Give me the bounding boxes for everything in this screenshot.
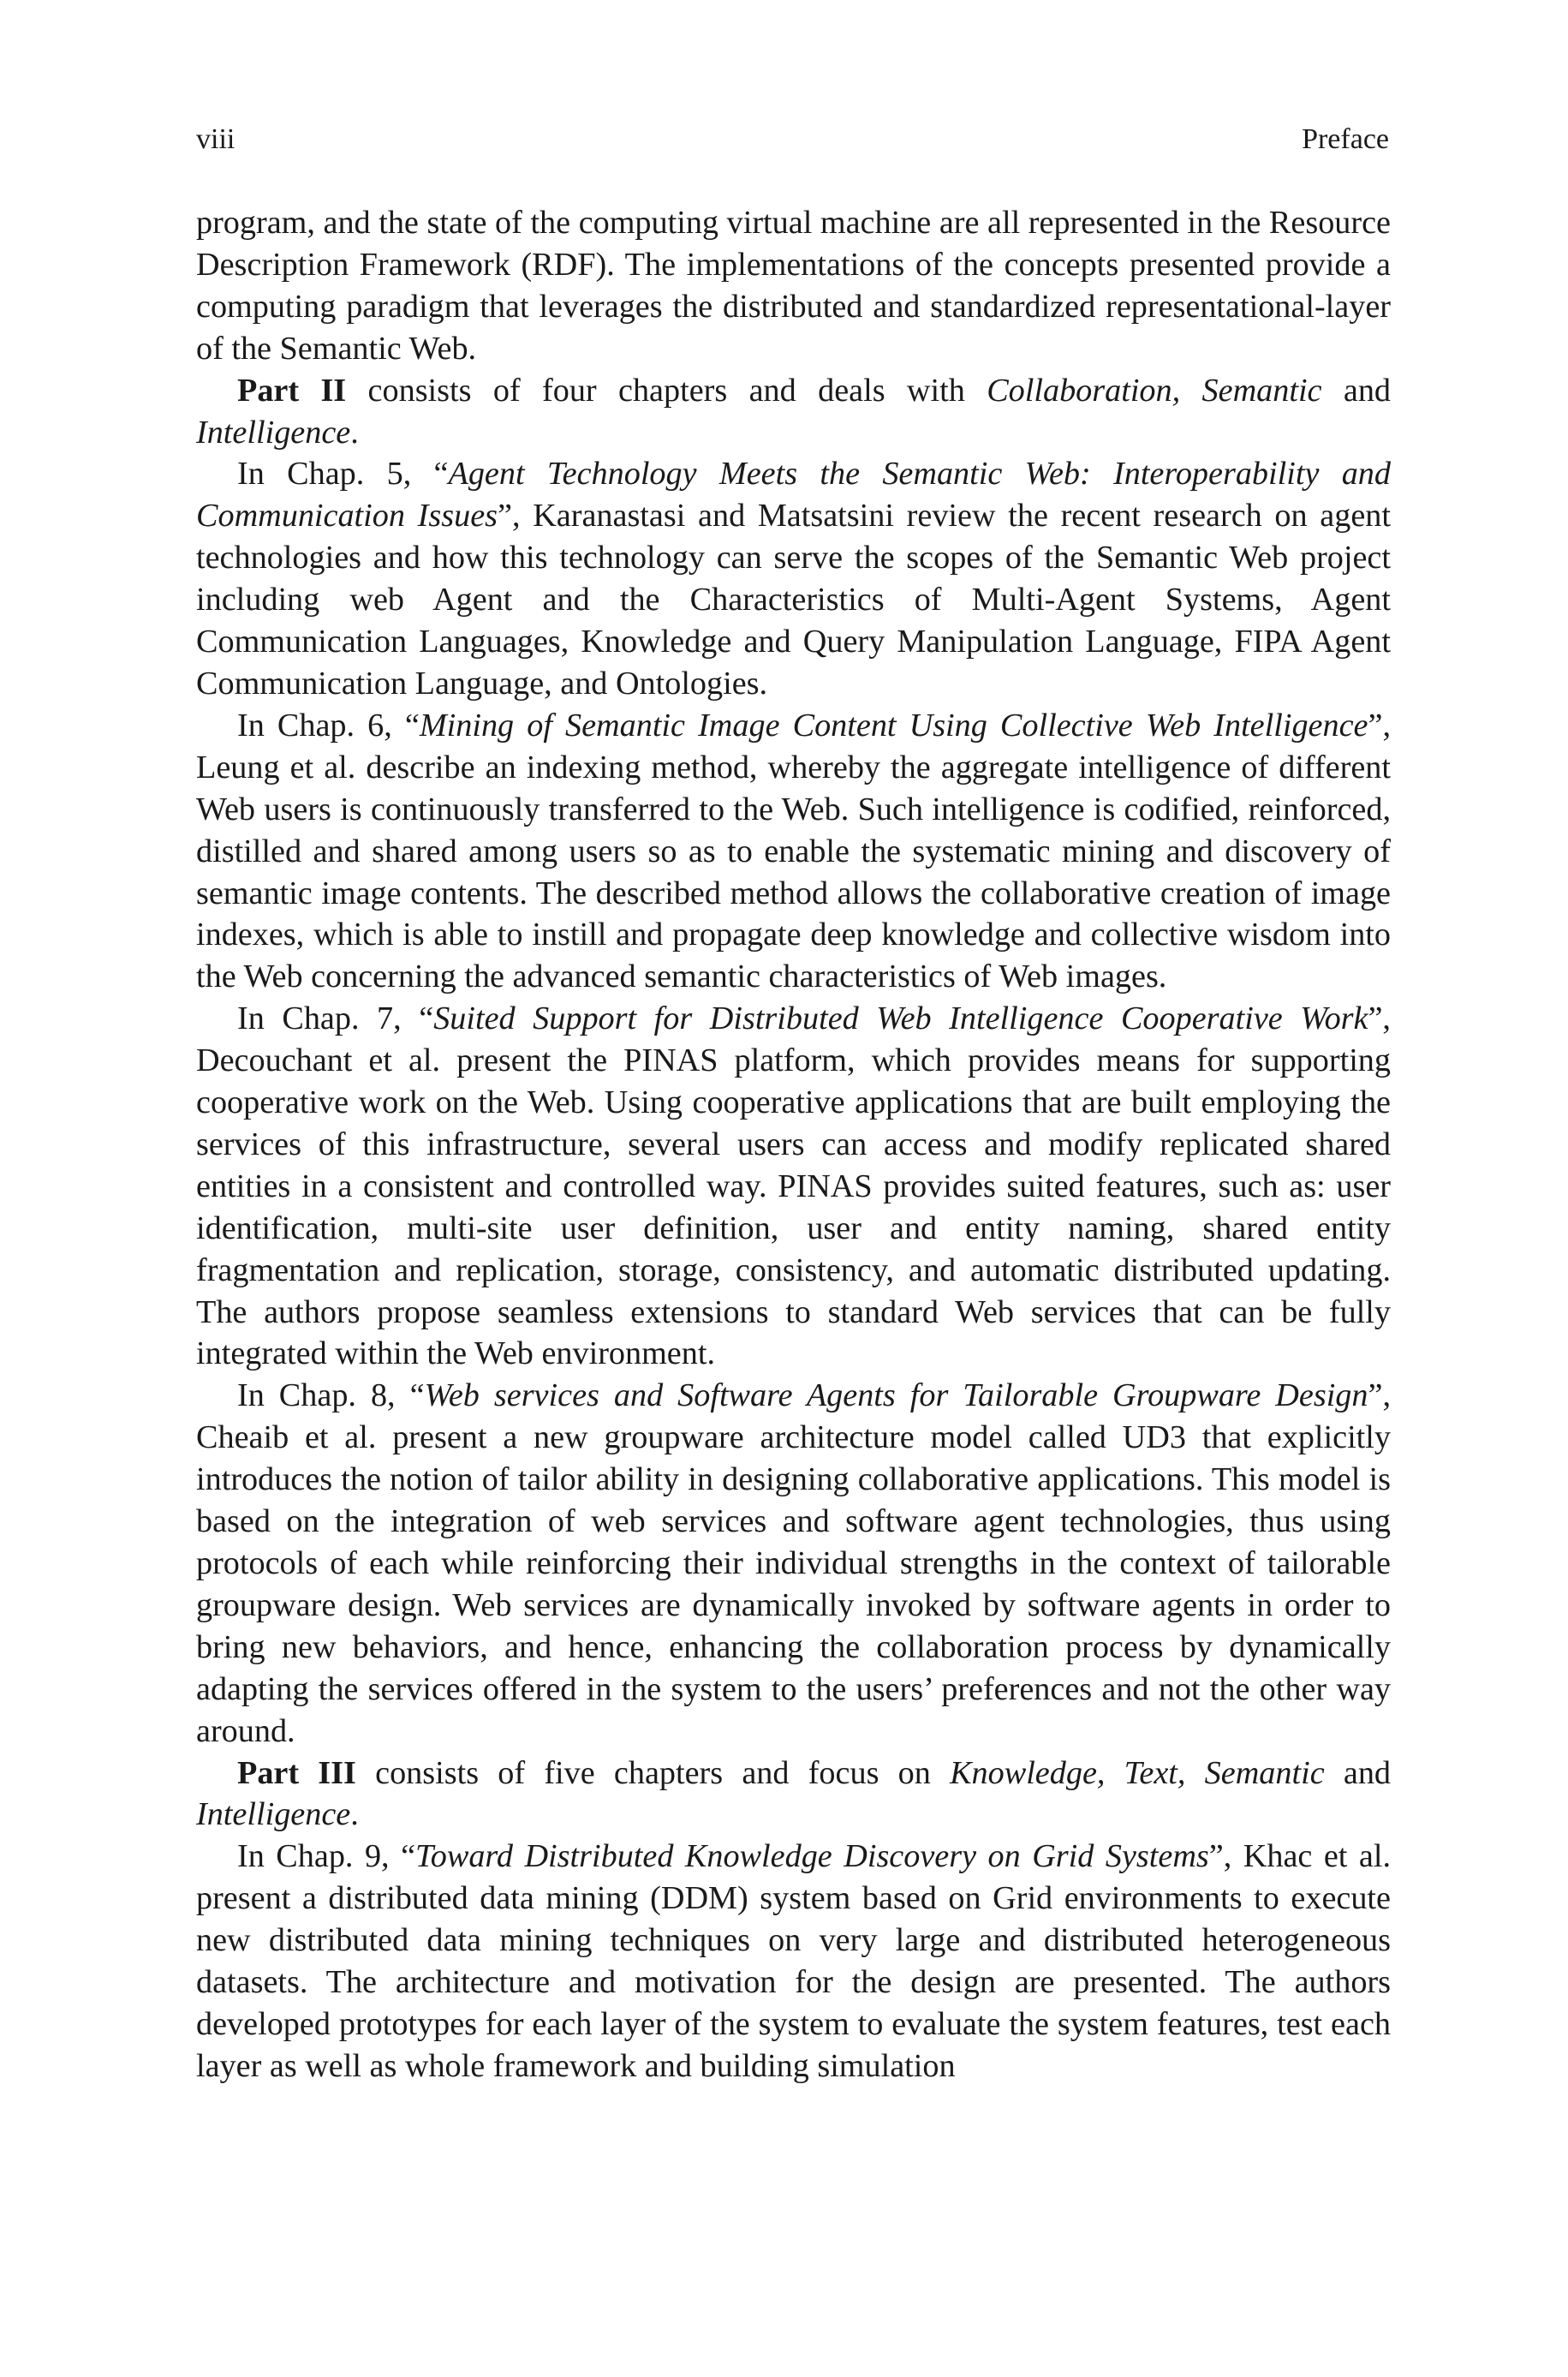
part-label: Part III <box>237 1754 356 1791</box>
chapter-lead: In Chap. 6, “ <box>237 707 420 744</box>
chapter-title: Toward Distributed Knowledge Discovery on Grid Systems <box>415 1838 1209 1875</box>
part-topics-end: Intelligence <box>196 1796 351 1833</box>
paragraph-text: ”, Khac et al. present a distributed data mining (DDM) system based on Grid environments to execute new distributed data mining techniques on very large and distributed heterogeneous datasets. The architecture and motivation for the design are presented. The authors developed prototypes for each layer of the system to evaluate the system features, test each layer as well as whole framework and building simulation <box>196 1838 1391 2084</box>
paragraph-text: ”, Decouchant et al. present the PINAS platform, which provides means for supporting cooperative work on the Web. Using cooperative applications that are built employing the services of this infrastructure, several users can access and modify replicated shared entities in a consistent and controlled way. PINAS provides suited features, such as: user identification, multi-site user definition, user and entity naming, shared entity fragmentation and replication, storage, consistency, and automatic distributed updating. The authors propose seamless extensions to standard Web services that can be fully integrated within the Web environment. <box>196 1000 1391 1372</box>
paragraph-continued <box>196 202 1391 370</box>
paragraph-chapter-5 <box>196 453 1391 704</box>
chapter-lead: In Chap. 7, “ <box>237 1000 434 1037</box>
paragraph-text: consists of four chapters and deals with <box>346 372 987 409</box>
part-label: Part II <box>237 372 347 409</box>
paragraph-part-three <box>196 1753 1391 1837</box>
body-text <box>196 202 1391 2087</box>
paragraph-chapter-9 <box>196 1836 1391 2087</box>
running-head: Preface <box>1302 123 1389 155</box>
paragraph-text: and <box>1324 1754 1392 1791</box>
page-number: viii <box>196 123 235 155</box>
paragraph-text: . <box>350 414 359 451</box>
paragraph-part-two <box>196 370 1391 454</box>
chapter-lead: In Chap. 8, “ <box>237 1377 425 1414</box>
paragraph-text: ”, Karanastasi and Matsatsini review the recent research on agent technologies and how this technology can serve the scopes of the Semantic Web project including web Agent and the Characteristics of Multi-Agent Systems, Agent Communication Languages, Knowledge and Query Manipulation Language, FIPA Agent Communication Language, and Ontologies. <box>196 498 1392 702</box>
paragraph-text: and <box>1321 372 1392 409</box>
paragraph-chapter-6 <box>196 705 1391 998</box>
part-topics-end: Intelligence <box>196 414 351 451</box>
part-topics: Collaboration, Semantic <box>987 372 1322 409</box>
paragraph-chapter-7 <box>196 998 1391 1375</box>
paragraph-chapter-8 <box>196 1375 1391 1752</box>
paragraph-text: ”, Cheaib et al. present a new groupware architecture model called UD3 that explicitly introduces the notion of tailor ability in designing collaborative applications. This model is based on the integration of web services and software agent technologies, thus using protocols of each while reinforcing their individual strengths in the context of tailorable groupware design. Web services are dynamically invoked by software agents in order to bring new behaviors, and hence, enhancing the collaboration process by dynamically adapting the services offered in the system to the users’ preferences and not the other way around. <box>196 1377 1391 1749</box>
paragraph-text: . <box>350 1796 359 1833</box>
chapter-lead: In Chap. 5, “ <box>237 456 449 493</box>
part-topics: Knowledge, Text, Semantic <box>950 1754 1325 1791</box>
chapter-title: Suited Support for Distributed Web Intelligence Cooperative Work <box>433 1000 1368 1037</box>
paragraph-text: consists of five chapters and focus on <box>355 1754 951 1791</box>
page-header <box>196 118 1389 161</box>
chapter-lead: In Chap. 9, “ <box>237 1838 416 1875</box>
paragraph-text: program, and the state of the computing virtual machine are all represented in the Resource Description Framework (RDF). The implementations of the concepts presented provide a computing paradigm that leverages the distributed and standardized representational-layer of the Semantic Web. <box>196 205 1391 367</box>
paragraph-text: ”, Leung et al. describe an indexing method, whereby the aggregate intelligence of different Web users is continuously transferred to the Web. Such intelligence is codified, reinforced, distilled and shared among users so as to enable the systematic mining and discovery of semantic image contents. The described method allows the collaborative creation of image indexes, which is able to instill and propagate deep knowledge and collective wisdom into the Web concerning the advanced semantic characteristics of Web images. <box>196 707 1391 995</box>
chapter-title: Web services and Software Agents for Tailorable Groupware Design <box>424 1377 1368 1414</box>
chapter-title: Agent Technology Meets the Semantic Web: Interoperability and Communication Issues <box>196 456 1391 535</box>
chapter-title: Mining of Semantic Image Content Using Collective Web Intelligence <box>419 707 1368 744</box>
